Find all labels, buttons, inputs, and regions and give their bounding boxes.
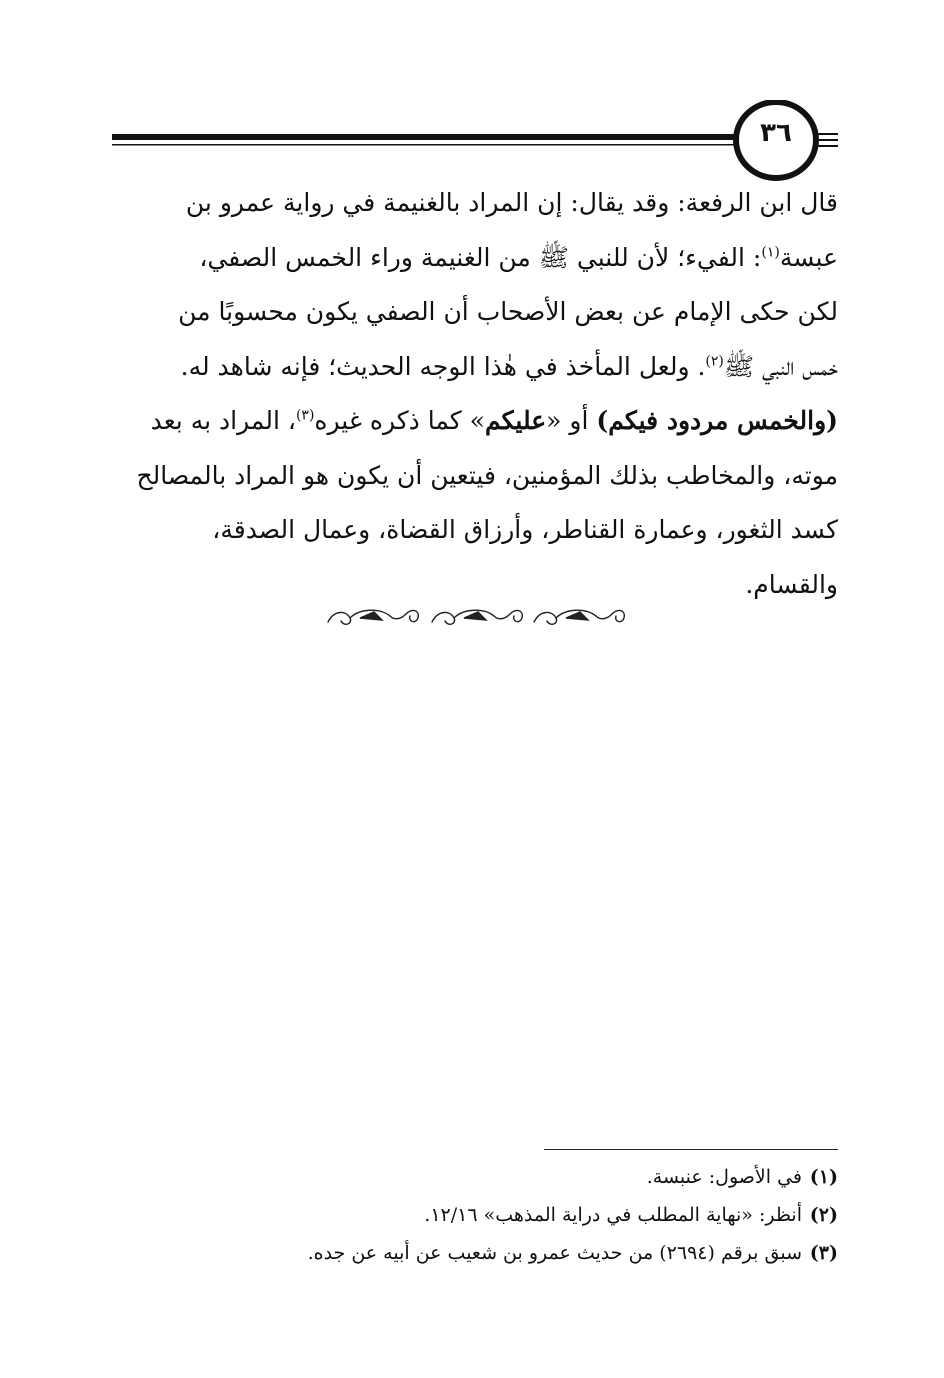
text-line-content: لكن حكى الإمام عن بعض الأصحاب أن الصفي يكون محسوبًا من [178, 297, 838, 326]
footnote-ref[interactable]: (٣) [295, 407, 315, 424]
text-line-content: كسد الثغور، وعمارة القناطر، وأرزاق القضاة، وعمال الصدقة، [212, 515, 838, 544]
footnote-1 [112, 1158, 838, 1196]
text-line [112, 285, 838, 340]
text-fragment: . ولعل المأخذ في هٰذا الوجه الحديث؛ فإنه شاهد له. [180, 351, 706, 381]
footnote-2 [112, 1196, 838, 1234]
text-line [112, 231, 838, 286]
quoted-text-bold: عليكم [484, 406, 547, 435]
footnote-3 [112, 1234, 838, 1272]
page-number: ٣٦ [760, 118, 792, 148]
text-line [112, 340, 838, 395]
text-fragment: عبسة [779, 242, 838, 272]
footnote-number: (٢) [809, 1204, 838, 1226]
footnote-ref[interactable]: (١) [761, 244, 780, 261]
text-line-content: والقسام. [745, 569, 838, 599]
footnote-number: (٣) [809, 1242, 838, 1264]
footnote-number: (١) [809, 1166, 838, 1188]
footnotes [112, 1158, 838, 1272]
quoted-text-bold: (والخمس مردود فيكم) [596, 406, 838, 435]
text-line-content: قال ابن الرفعة: وقد يقال: إن المراد بالغنيمة في رواية عمرو بن [185, 188, 838, 217]
footnote-text: سبق برقم (٢٦٩٤) من حديث عمرو بن شعيب عن أبيه عن جده. [307, 1242, 802, 1264]
text-fragment: ، المراد به بعد [150, 406, 296, 435]
text-line [112, 503, 838, 558]
text-fragment: : الفيء؛ لأن للنبي ﷺ من الغنيمة وراء الخمس الصفي، [199, 242, 762, 272]
main-text [112, 176, 838, 612]
text-line [112, 176, 838, 231]
text-fragment: خمس النبي ﷺ [723, 351, 838, 381]
text-line [112, 394, 838, 449]
footnote-text: أنظر: «نهاية المطلب في دراية المذهب» ١٢/١٦. [424, 1204, 802, 1226]
footnote-text: في الأصول: عنبسة. [646, 1166, 802, 1188]
footnote-separator [544, 1149, 838, 1150]
footnote-ref[interactable]: (٢) [705, 353, 724, 370]
text-fragment: » كما ذكره غيره [314, 406, 485, 435]
text-fragment: أو « [546, 406, 597, 435]
text-line [112, 449, 838, 504]
text-line-content: موته، والمخاطب بذلك المؤمنين، فيتعين أن يكون هو المراد بالمصالح [136, 460, 838, 490]
section-divider-ornament [320, 600, 630, 634]
